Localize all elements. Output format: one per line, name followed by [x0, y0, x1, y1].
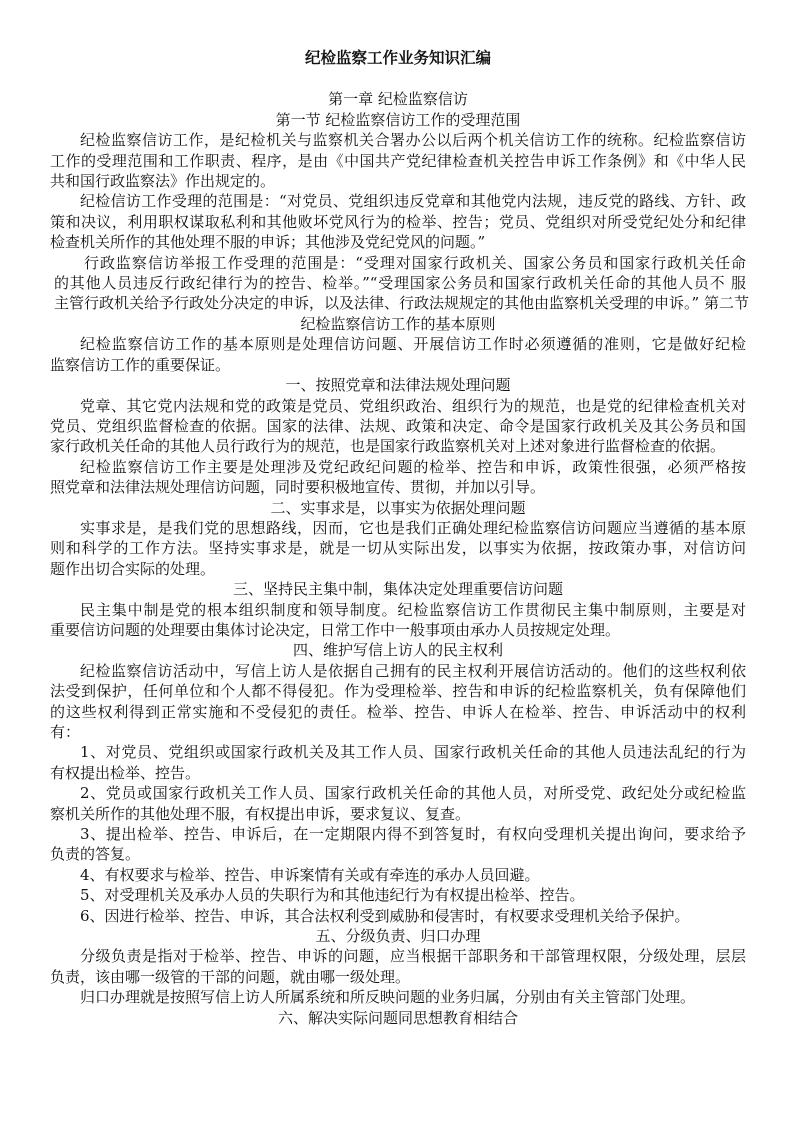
paragraph	[50, 783, 746, 824]
text-line: 纪检监察信访工作，是纪检机关与监察机关合署办公以后两个机关信访工作的统称。纪检监察信访	[80, 131, 746, 150]
paragraph	[50, 334, 746, 375]
text-line: 纪检监察信访工作的基本原则	[300, 314, 496, 333]
text-line: 的其他人员违反行政纪律行为的控告、检举。”“受理国家公务员和国家行政机关任命的其他人员不 服	[54, 274, 746, 293]
text-line: 第一章 纪检监察信访	[328, 90, 468, 109]
text-line: 一、按照党章和法律法规处理问题	[285, 376, 511, 395]
section-heading	[50, 926, 746, 946]
text-line: 负责的答复。	[50, 845, 141, 864]
section-heading	[50, 89, 746, 109]
text-line: 党员、党组织监督检查的依据。国家的法律、法规、政策和决定、命令是国家行政机关及其公务员和国	[50, 416, 746, 435]
paragraph	[50, 191, 746, 252]
text-line: 察机关所作的其他处理不服，有权提出申诉，要求复议、复查。	[50, 804, 471, 823]
text-line: 3、提出检举、控告、申诉后，在一定期限内得不到答复时，有权向受理机关提出询问，要求给予	[80, 825, 746, 844]
section-heading	[50, 579, 746, 599]
paragraph	[50, 396, 746, 457]
text-line: 2、党员或国家行政机关工作人员、国家行政机关任命的其他人员，对所受党、政纪处分或纪检监	[80, 784, 746, 803]
paragraph	[50, 906, 746, 926]
paragraph	[50, 742, 746, 783]
section-heading	[50, 375, 746, 395]
document-body	[50, 89, 749, 1028]
text-line: 策和决议，利用职权谋取私利和其他败坏党风行为的检举、控告；党员、党组织对所受党纪处分和纪律	[50, 212, 746, 231]
document-title: 纪检监察工作业务知识汇编	[304, 48, 491, 67]
text-line: 有权提出检举、控告。	[50, 763, 201, 782]
section-heading	[50, 110, 746, 130]
text-line: 第一节 纪检监察信访工作的受理范围	[275, 110, 521, 129]
section-heading	[50, 1008, 746, 1028]
text-line: 纪检监察信访工作主要是处理涉及党纪政纪问题的检举、控告和申诉，政策性很强，必须严格按	[80, 457, 746, 476]
section-heading	[50, 640, 746, 660]
text-line: 三、坚持民主集中制，集体决定处理重要信访问题	[232, 580, 563, 599]
text-line: 行政监察信访举报工作受理的范围是：“受理对国家行政机关、国家公务员和国家行政机关任命	[84, 253, 746, 272]
text-line: 纪检监察信访活动中，写信上访人是依据自己拥有的民主权利开展信访活动的。他们的这些权利依	[80, 661, 746, 680]
text-line: 六、解决实际问题同思想教育相结合	[277, 1008, 518, 1027]
text-line: 有：	[50, 723, 81, 741]
section-heading	[50, 314, 746, 334]
text-line: 法受到保护，任何单位和个人都不得侵犯。作为受理检举、控告和申诉的纪检监察机关，负有保障他们	[50, 682, 746, 701]
text-line: 负责，该由哪一级管的干部的问题，就由哪一级处理。	[50, 967, 411, 986]
text-line: 民主集中制是党的根本组织制度和领导制度。纪检监察信访工作贯彻民主集中制原则，主要是对	[80, 600, 746, 619]
section-heading	[50, 498, 746, 518]
paragraph	[50, 600, 746, 641]
text-line: 6、因进行检举、控告、申诉，其合法权利受到威胁和侵害时，有权要求受理机关给予保护。	[80, 906, 690, 925]
text-line: 照党章和法律法规处理信访问题，同时要积极地宣传、贯彻，并加以引导。	[50, 478, 546, 497]
text-line: 重要信访问题的处理要由集体讨论决定，日常工作中一般事项由承办人员按规定处理。	[50, 620, 621, 639]
document-page	[50, 48, 749, 1028]
text-line: 工作的受理范围和工作职责、程序，是由《中国共产党纪律检查机关控告申诉工作条例》和《中华人民	[50, 151, 746, 170]
text-line: 党章、其它党内法规和党的政策是党员、党组织政治、组织行为的规范，也是党的纪律检查机关对	[80, 396, 746, 415]
text-line: 家行政机关任命的其他人员行政行为的规范，也是国家行政监察机关对上述对象进行监督检查的依据。	[50, 437, 726, 456]
text-line: 5、对受理机关及承办人员的失职行为和其他违纪行为有权提出检举、控告。	[80, 886, 585, 905]
text-line: 4、有权要求与检举、控告、申诉案情有关或有牵连的承办人员回避。	[80, 865, 540, 884]
text-line: 检查机关所作的其他处理不服的申诉；其他涉及党纪党风的问题。”	[50, 233, 486, 252]
paragraph	[50, 457, 746, 498]
paragraph	[50, 865, 746, 885]
text-line: 五、分级负责、归口办理	[315, 927, 481, 946]
paragraph	[50, 885, 746, 905]
text-line: 实事求是，是我们党的思想路线，因而，它也是我们正确处理纪检监察信访问题应当遵循的基本原	[80, 518, 746, 537]
paragraph	[50, 946, 746, 987]
text-line: 共和国行政监察法》作出规定的。	[50, 172, 276, 191]
text-line: 题作出切合实际的处理。	[50, 559, 216, 578]
text-line: 分级负责是指对于检举、控告、申诉的问题，应当根据干部职务和干部管理权限，分级处理，层层	[80, 947, 746, 966]
text-line: 主管行政机关给予行政处分决定的申诉，以及法律、行政法规规定的其他由监察机关受理的申诉。” 第二节	[54, 294, 749, 313]
text-line: 四、维护写信上访人的民主权利	[292, 641, 503, 660]
text-line: 纪检信访工作受理的范围是：“对党员、党组织违反党章和其他党内法规，违反党的路线、方针、政	[80, 192, 746, 211]
text-line: 纪检监察信访工作的基本原则是处理信访问题、开展信访工作时必须遵循的准则，它是做好纪检	[80, 335, 746, 354]
text-line: 二、实事求是，以事实为依据处理问题	[270, 498, 526, 517]
paragraph	[50, 130, 746, 191]
paragraph	[50, 518, 746, 579]
text-line: 的这些权利得到正常实施和不受侵犯的责任。检举、控告、申诉人在检举、控告、申诉活动中的权利	[50, 702, 746, 721]
text-line: 监察信访工作的重要保证。	[50, 355, 231, 374]
paragraph	[50, 987, 746, 1007]
text-line: 归口办理就是按照写信上访人所属系统和所反映问题的业务归属，分别由有关主管部门处理。	[80, 988, 696, 1007]
paragraph	[50, 661, 746, 743]
paragraph	[50, 824, 746, 865]
text-line: 1、对党员、党组织或国家行政机关及其工作人员、国家行政机关任命的其他人员违法乱纪的行为	[80, 743, 746, 762]
paragraph	[50, 253, 749, 314]
text-line: 则和科学的工作方法。坚持实事求是，就是一切从实际出发，以事实为依据，按政策办事，对信访问	[50, 539, 746, 558]
